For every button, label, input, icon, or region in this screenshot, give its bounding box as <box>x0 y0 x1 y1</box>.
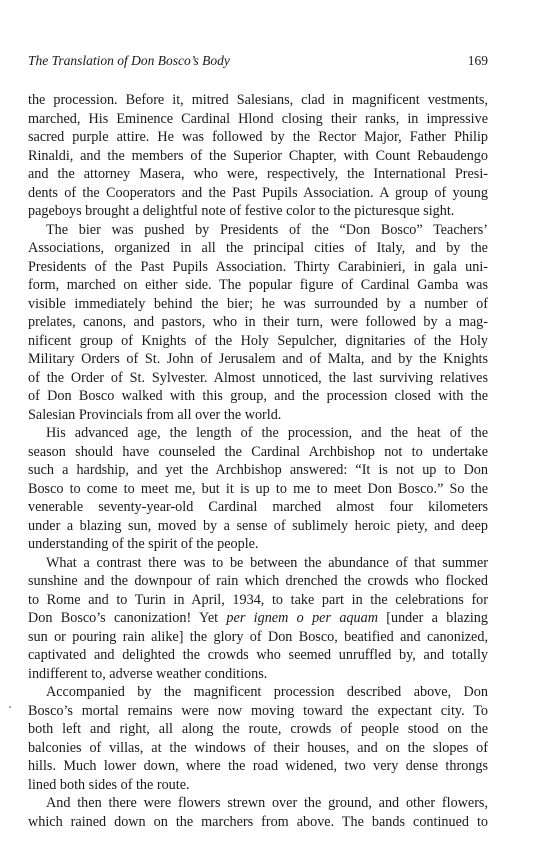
text-line: Accompanied by the magnificent procession described above, Don <box>46 684 488 700</box>
body-text <box>28 91 488 831</box>
paragraph <box>28 221 488 425</box>
paragraph <box>28 554 488 684</box>
text-line: season should have counseled the Cardinal Archbishop not to undertake <box>28 443 488 460</box>
text-line: and the attorney Masera, who were, respectively, the International Presi- <box>28 166 488 182</box>
text-line: captivated and delighted the crowds who seemed unruffled by, and totally <box>28 647 488 663</box>
text-line: Military Orders of St. John of Jerusalem and of Malta, and by the Knights <box>28 351 488 367</box>
text-line: to Rome and to Turin in April, 1934, to take part in the celebrations for <box>28 591 488 608</box>
text-line: What a contrast there was to be between the abundance of that summer <box>46 554 488 571</box>
text-line: prelates, canons, and pastors, who in their turn, were followed by a mag- <box>28 314 488 330</box>
text-line: nificent group of Knights of the Holy Sepulcher, dignitaries of the Holy <box>28 332 488 349</box>
paragraph <box>28 794 488 831</box>
running-head <box>28 52 488 70</box>
text-line: the procession. Before it, mitred Salesians, clad in magnificent vestments, <box>28 92 488 108</box>
text-line: such a hardship, and yet the Archbishop answered: “It is not up to Don <box>28 462 488 478</box>
text-line: dents of the Cooperators and the Past Pupils Association. A group of young <box>28 184 488 201</box>
text-line: visible immediately behind the bier; he was surrounded by a number of <box>28 295 488 312</box>
text-line: And then there were flowers strewn over the ground, and other flowers, <box>46 795 488 811</box>
text-line: Salesian Provincials from all over the world. <box>28 406 282 423</box>
text-line: Presidents of the Past Pupils Association. Thirty Carabinieri, in gala uni- <box>28 258 488 275</box>
paragraph <box>28 683 488 794</box>
text-line: under a blazing sun, moved by a sense of sublimely heroic piety, and deep <box>28 517 488 534</box>
italic-phrase: per ignem o per aquam <box>226 610 378 626</box>
text-line: sacred purple attire. He was followed by the Rector Major, Father Philip <box>28 129 488 145</box>
page-number: 169 <box>467 53 488 68</box>
stray-ink-mark <box>9 706 11 708</box>
text-line: pageboys brought a delightful note of festive color to the picturesque sight. <box>28 203 455 219</box>
text-line: venerable seventy-year-old Cardinal marched almost four kilometers <box>28 499 488 515</box>
text-line: marched, His Eminence Cardinal Hlond closing their ranks, in impressive <box>28 110 488 127</box>
text-line: which rained down on the marchers from above. The bands continued to <box>28 813 488 830</box>
text-line: lined both sides of the route. <box>28 776 190 793</box>
text-line: form, marched on either side. The popular figure of Cardinal Gamba was <box>28 277 488 293</box>
text-line: sunshine and the downpour of rain which drenched the crowds who flocked <box>28 573 488 589</box>
text-line: of the Order of St. Sylvester. Almost unnoticed, the last surviving relatives <box>28 369 488 386</box>
text-line: His advanced age, the length of the procession, and the heat of the <box>46 425 488 441</box>
text-line: Bosco to come to meet me, but it is up to me to meet Don Bosco.” So the <box>28 480 488 497</box>
text-line: hills. Much lower down, where the road widened, two very dense throngs <box>28 758 488 774</box>
running-title: The Translation of Don Bosco’s Body <box>28 53 230 68</box>
text-line: indifferent to, adverse weather conditions. <box>28 665 268 682</box>
text-line: Bosco’s mortal remains were now moving toward the expectant city. To <box>28 702 488 719</box>
text-line: Associations, organized in all the principal cities of Italy, and by the <box>28 240 488 256</box>
text-line: The bier was pushed by Presidents of the “Don Bosco” Teachers’ <box>46 221 488 238</box>
text-line: Don Bosco’s canonization! Yet per ignem o per aquam [under a blazing <box>28 610 488 626</box>
text-line: of Don Bosco walked with this group, and the procession closed with the <box>28 388 488 404</box>
text-line: Rinaldi, and the members of the Superior Chapter, with Count Rebaudengo <box>28 147 488 164</box>
paragraph <box>28 424 488 554</box>
text-line: both left and right, all along the route, crowds of people stood on the <box>28 721 488 737</box>
text-line: balconies of villas, at the windows of their houses, and on the slopes of <box>28 739 488 756</box>
text-line: sun or pouring rain alike] the glory of Don Bosco, beatified and canonized, <box>28 628 488 645</box>
text-line: understanding of the spirit of the people. <box>28 536 259 552</box>
paragraph <box>28 91 488 221</box>
